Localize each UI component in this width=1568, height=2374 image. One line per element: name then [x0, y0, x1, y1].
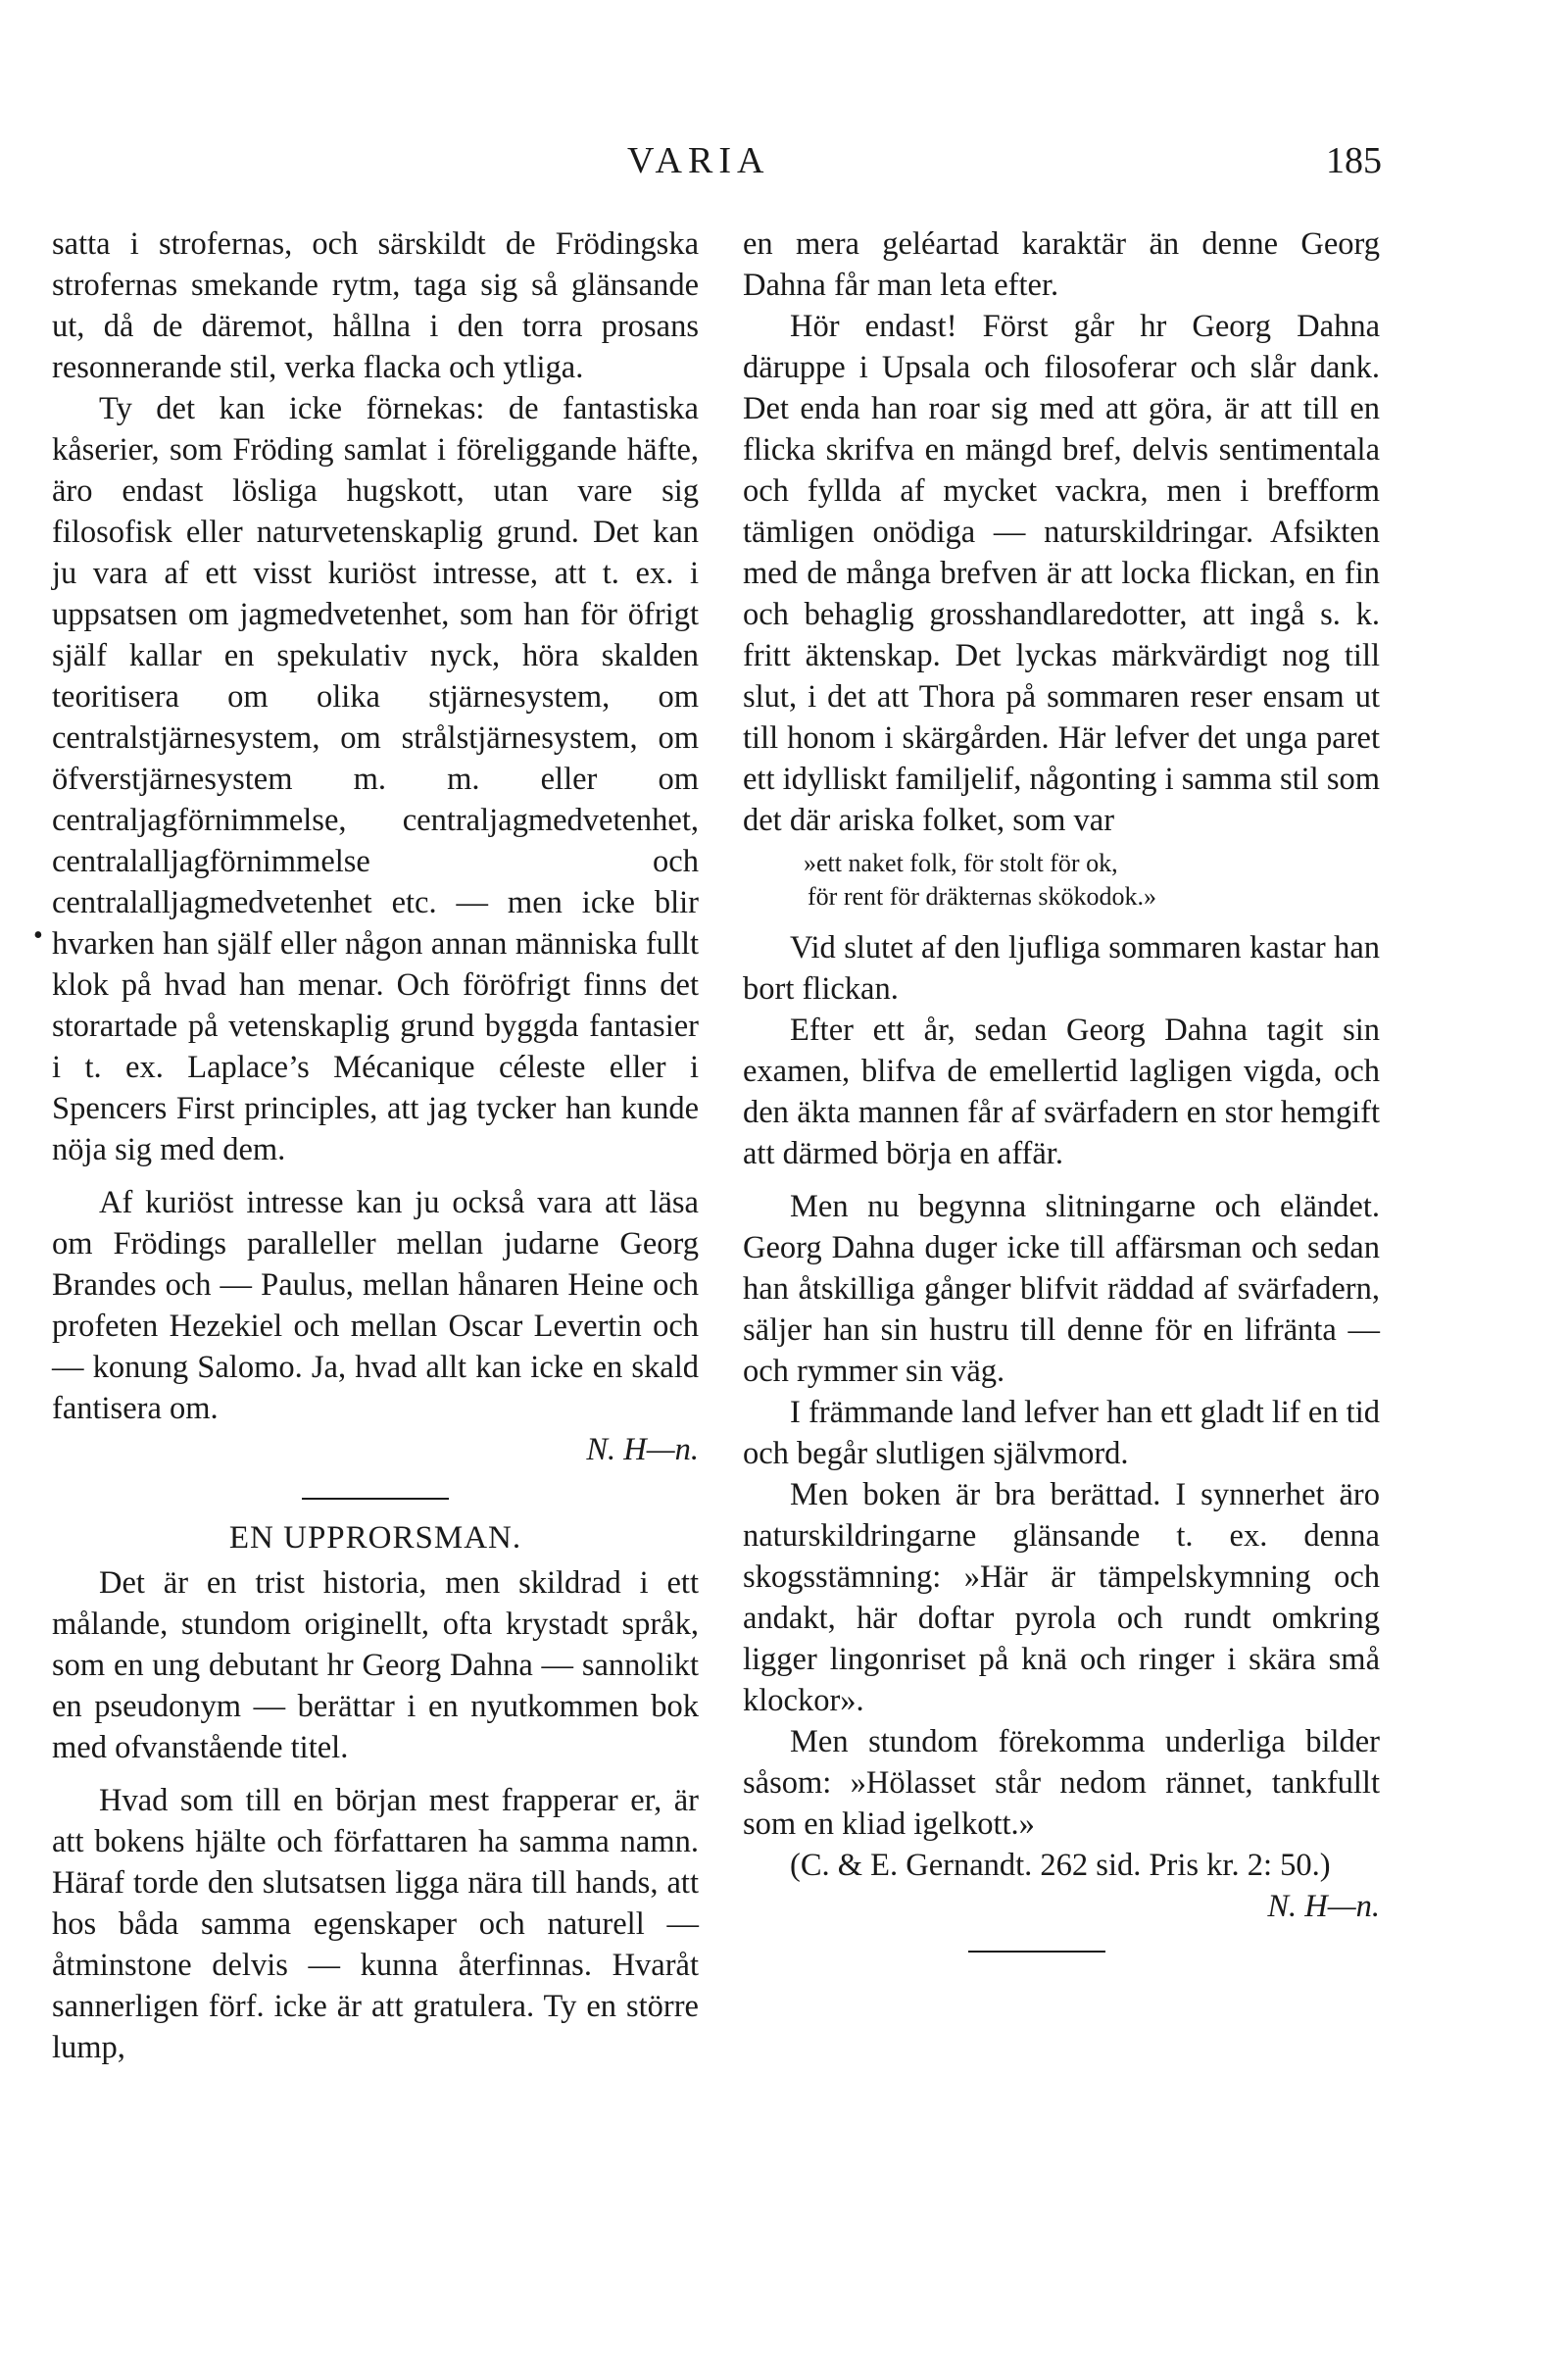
signature: N. H—n. [1267, 1889, 1380, 1924]
paragraph: Men stundom förekomma underliga bilder såsom: »Hölasset står nedom rännet, tankfullt som en kliad igelkott.» [743, 1724, 1380, 1842]
margin-bullet: • [33, 920, 43, 951]
paragraph: Det är en trist historia, men skildrad i ett målande, stundom originellt, ofta krystadt språk, som en ung debutant hr Georg Dahna — sannolikt en pseudonym — berättar i en nyutkommen bok med ofvanstående titel. [52, 1565, 699, 1765]
paragraph: Men boken är bra berättad. I synnerhet äro naturskildringarne glänsande t. ex. denna skogsstämning: »Här är tämpelskymning och andakt, här doftar pyrola och rundt omkring ligger lingonriset på knä och ringer i skära små klockor». [743, 1477, 1380, 1718]
running-head [0, 139, 1568, 198]
end-rule [968, 1951, 1105, 1953]
signature: N. H—n. [586, 1432, 699, 1467]
paragraph: Af kuriöst intresse kan ju också vara att läsa om Frödings paralleller mellan judarne Georg Brandes och — Paulus, mellan hånaren Heine och profeten Hezekiel och mellan Oscar Levertin och — konung Salomo. Ja, hvad allt kan icke en skald fantisera om. [52, 1185, 699, 1426]
paragraph: Hvad som till en början mest frapperar er, är att bokens hjälte och författaren ha samma namn. Häraf torde den slutsatsen ligga nära till hands, att hos båda samma egenskaper och naturell — åtminstone delvis — kunna återfinnas. Hvaråt sannerligen förf. icke är att gratulera. Ty en större lump, [52, 1783, 699, 2065]
paragraph: Efter ett år, sedan Georg Dahna tagit sin examen, blifva de emellertid lagligen vigda, och den äkta mannen får af svärfadern en stor hemgift att därmed börja en affär. [743, 1013, 1380, 1171]
section-divider [302, 1498, 449, 1500]
paragraph: satta i strofernas, och särskildt de Frödingska strofernas smekande rytm, taga sig så glänsande ut, då de däremot, hållna i den torra prosans resonnerande stil, verka flacka och ytliga. [52, 226, 699, 385]
left-column [52, 223, 699, 2068]
section-heading: EN UPPRORSMAN. [228, 1520, 522, 1556]
paragraph: (C. & E. Gernandt. 262 sid. Pris kr. 2: 50.) [790, 1848, 1331, 1883]
paragraph: Ty det kan icke förnekas: de fantastiska kåserier, som Fröding samlat i föreliggande häfte, äro endast lösliga hugskott, utan vare sig filosofisk eller naturvetenskaplig grund. Det kan ju vara af ett visst kuriöst intresse, att t. ex. i uppsatsen om jagmedvetenhet, som han för öfrigt själf kallar en spekulativ nyck, höra skalden teoritisera om olika stjärnesystem, om centralstjärnesystem, om strålstjärnesystem, om öfverstjärnesystem m. m. eller om centraljagförnimmelse, centraljagmedvetenhet, centralalljagförnimmelse och centralalljagmedvetenhet etc. — men icke blir hvarken han själf eller någon annan människa fullt klok på hvad han menar. Och föröfrigt finns det storartade på vetenskaplig grund byggda fantasier i t. ex. Laplace’s Mécanique céleste eller i Spencers First principles, att jag tycker han kunde nöja sig med dem. [52, 391, 699, 1167]
paragraph: I främmande land lefver han ett gladt lif en tid och begår slutligen självmord. [743, 1395, 1380, 1471]
running-title: VARIA [627, 140, 770, 181]
quote-line: för rent för dräkternas skökodok.» [808, 882, 1156, 911]
quote-line: »ett naket folk, för stolt för ok, [804, 849, 1118, 877]
paragraph: Hör endast! Först går hr Georg Dahna däruppe i Upsala och filosoferar och slår dank. Det enda han roar sig med att göra, är att till en flicka skrifva en mängd bref, delvis sentimentala och fyllda af mycket vackra, men i brefform tämligen onödiga — naturskildringar. Afsikten med de många brefven är att locka flickan, en fin och behaglig grosshandlaredotter, att ingå s. k. fritt äktenskap. Det lyckas märkvärdigt nog till slut, i det att Thora på sommaren reser ensam ut till honom i skärgården. Här lefver det unga paret ett idylliskt familjelif, någonting i samma stil som det där ariska folket, som var [743, 309, 1380, 838]
page-number: 185 [1326, 140, 1382, 181]
right-column [743, 223, 1380, 1953]
paragraph: Men nu begynna slitningarne och eländet. Georg Dahna duger icke till affärsman och sedan han åtskilliga gånger blifvit räddad af svärfadern, säljer han sin hustru till denne för en lifränta — och rymmer sin väg. [743, 1189, 1380, 1389]
paragraph: Vid slutet af den ljufliga sommaren kastar han bort flickan. [743, 930, 1380, 1007]
verse-quote [804, 847, 1380, 914]
paragraph: en mera geléartad karaktär än denne Georg Dahna får man leta efter. [743, 226, 1380, 303]
